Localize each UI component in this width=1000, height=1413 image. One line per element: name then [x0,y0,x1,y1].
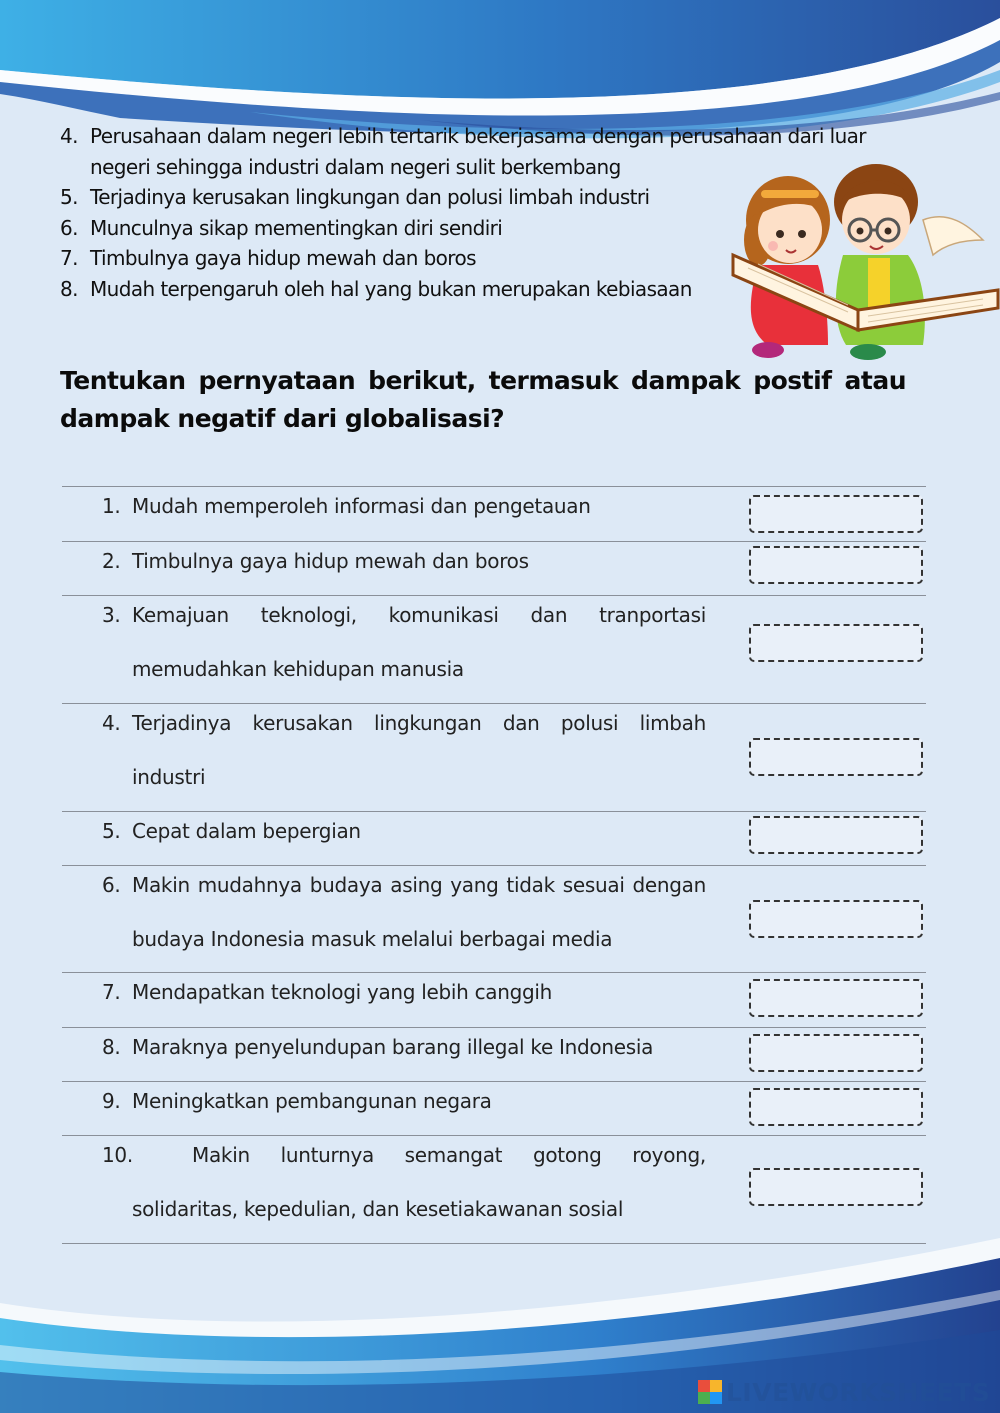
statements-table [62,486,926,1244]
answer-input-2[interactable] [749,546,923,584]
table-row: 10. Makin lunturnya semangat gotong royong, solidaritas, kepedulian, dan kesetiakawanan sosial [62,1135,926,1244]
table-row: 7. Mendapatkan teknologi yang lebih canggih [62,972,926,1027]
table-row: 3. Kemajuan teknologi, komunikasi dan tranportasi memudahkan kehidupan manusia [62,595,926,703]
table-row: 8. Maraknya penyelundupan barang illegal ke Indonesia [62,1027,926,1081]
list-item: 4. Perusahaan dalam negeri lebih tertarik bekerjasama dengan perusahaan dari luar negeri sehingga industri dalam negeri sulit berkembang [60,124,866,179]
liveworksheets-logo-icon [698,1380,722,1404]
answer-input-4[interactable] [749,738,923,776]
list-item: 5. Terjadinya kerusakan lingkungan dan polusi limbah industri [60,185,650,210]
answer-input-8[interactable] [749,1034,923,1072]
table-row: 9. Meningkatkan pembangunan negara [62,1081,926,1135]
answer-input-9[interactable] [749,1088,923,1126]
liveworksheets-watermark [698,1378,990,1406]
table-row: 2. Timbulnya gaya hidup mewah dan boros [62,541,926,595]
list-item: 8. Mudah terpengaruh oleh hal yang bukan merupakan kebiasaan [60,276,692,301]
question-heading: Tentukan pernyataan berikut, termasuk dampak postif atau dampak negatif dari globalisasi? [60,366,906,433]
list-item: 6. Munculnya sikap mementingkan diri sendiri [60,215,503,240]
table-row: 1. Mudah memperoleh informasi dan pengetauan [62,486,926,541]
answer-input-6[interactable] [749,900,923,938]
answer-input-3[interactable] [749,624,923,662]
answer-input-5[interactable] [749,816,923,854]
table-row: 6. Makin mudahnya budaya asing yang tidak sesuai dengan budaya Indonesia masuk melalui berbagai media [62,865,926,972]
answer-input-10[interactable] [749,1168,923,1206]
table-row: 5. Cepat dalam bepergian [62,811,926,865]
table-row: 4. Terjadinya kerusakan lingkungan dan polusi limbah industri [62,703,926,811]
answer-input-1[interactable] [749,495,923,533]
answer-input-7[interactable] [749,979,923,1017]
children-reading-book-icon [728,160,1000,360]
watermark-text: LIVEWORKSHEETS [726,1377,991,1407]
list-item: 7. Timbulnya gaya hidup mewah dan boros [60,246,476,271]
